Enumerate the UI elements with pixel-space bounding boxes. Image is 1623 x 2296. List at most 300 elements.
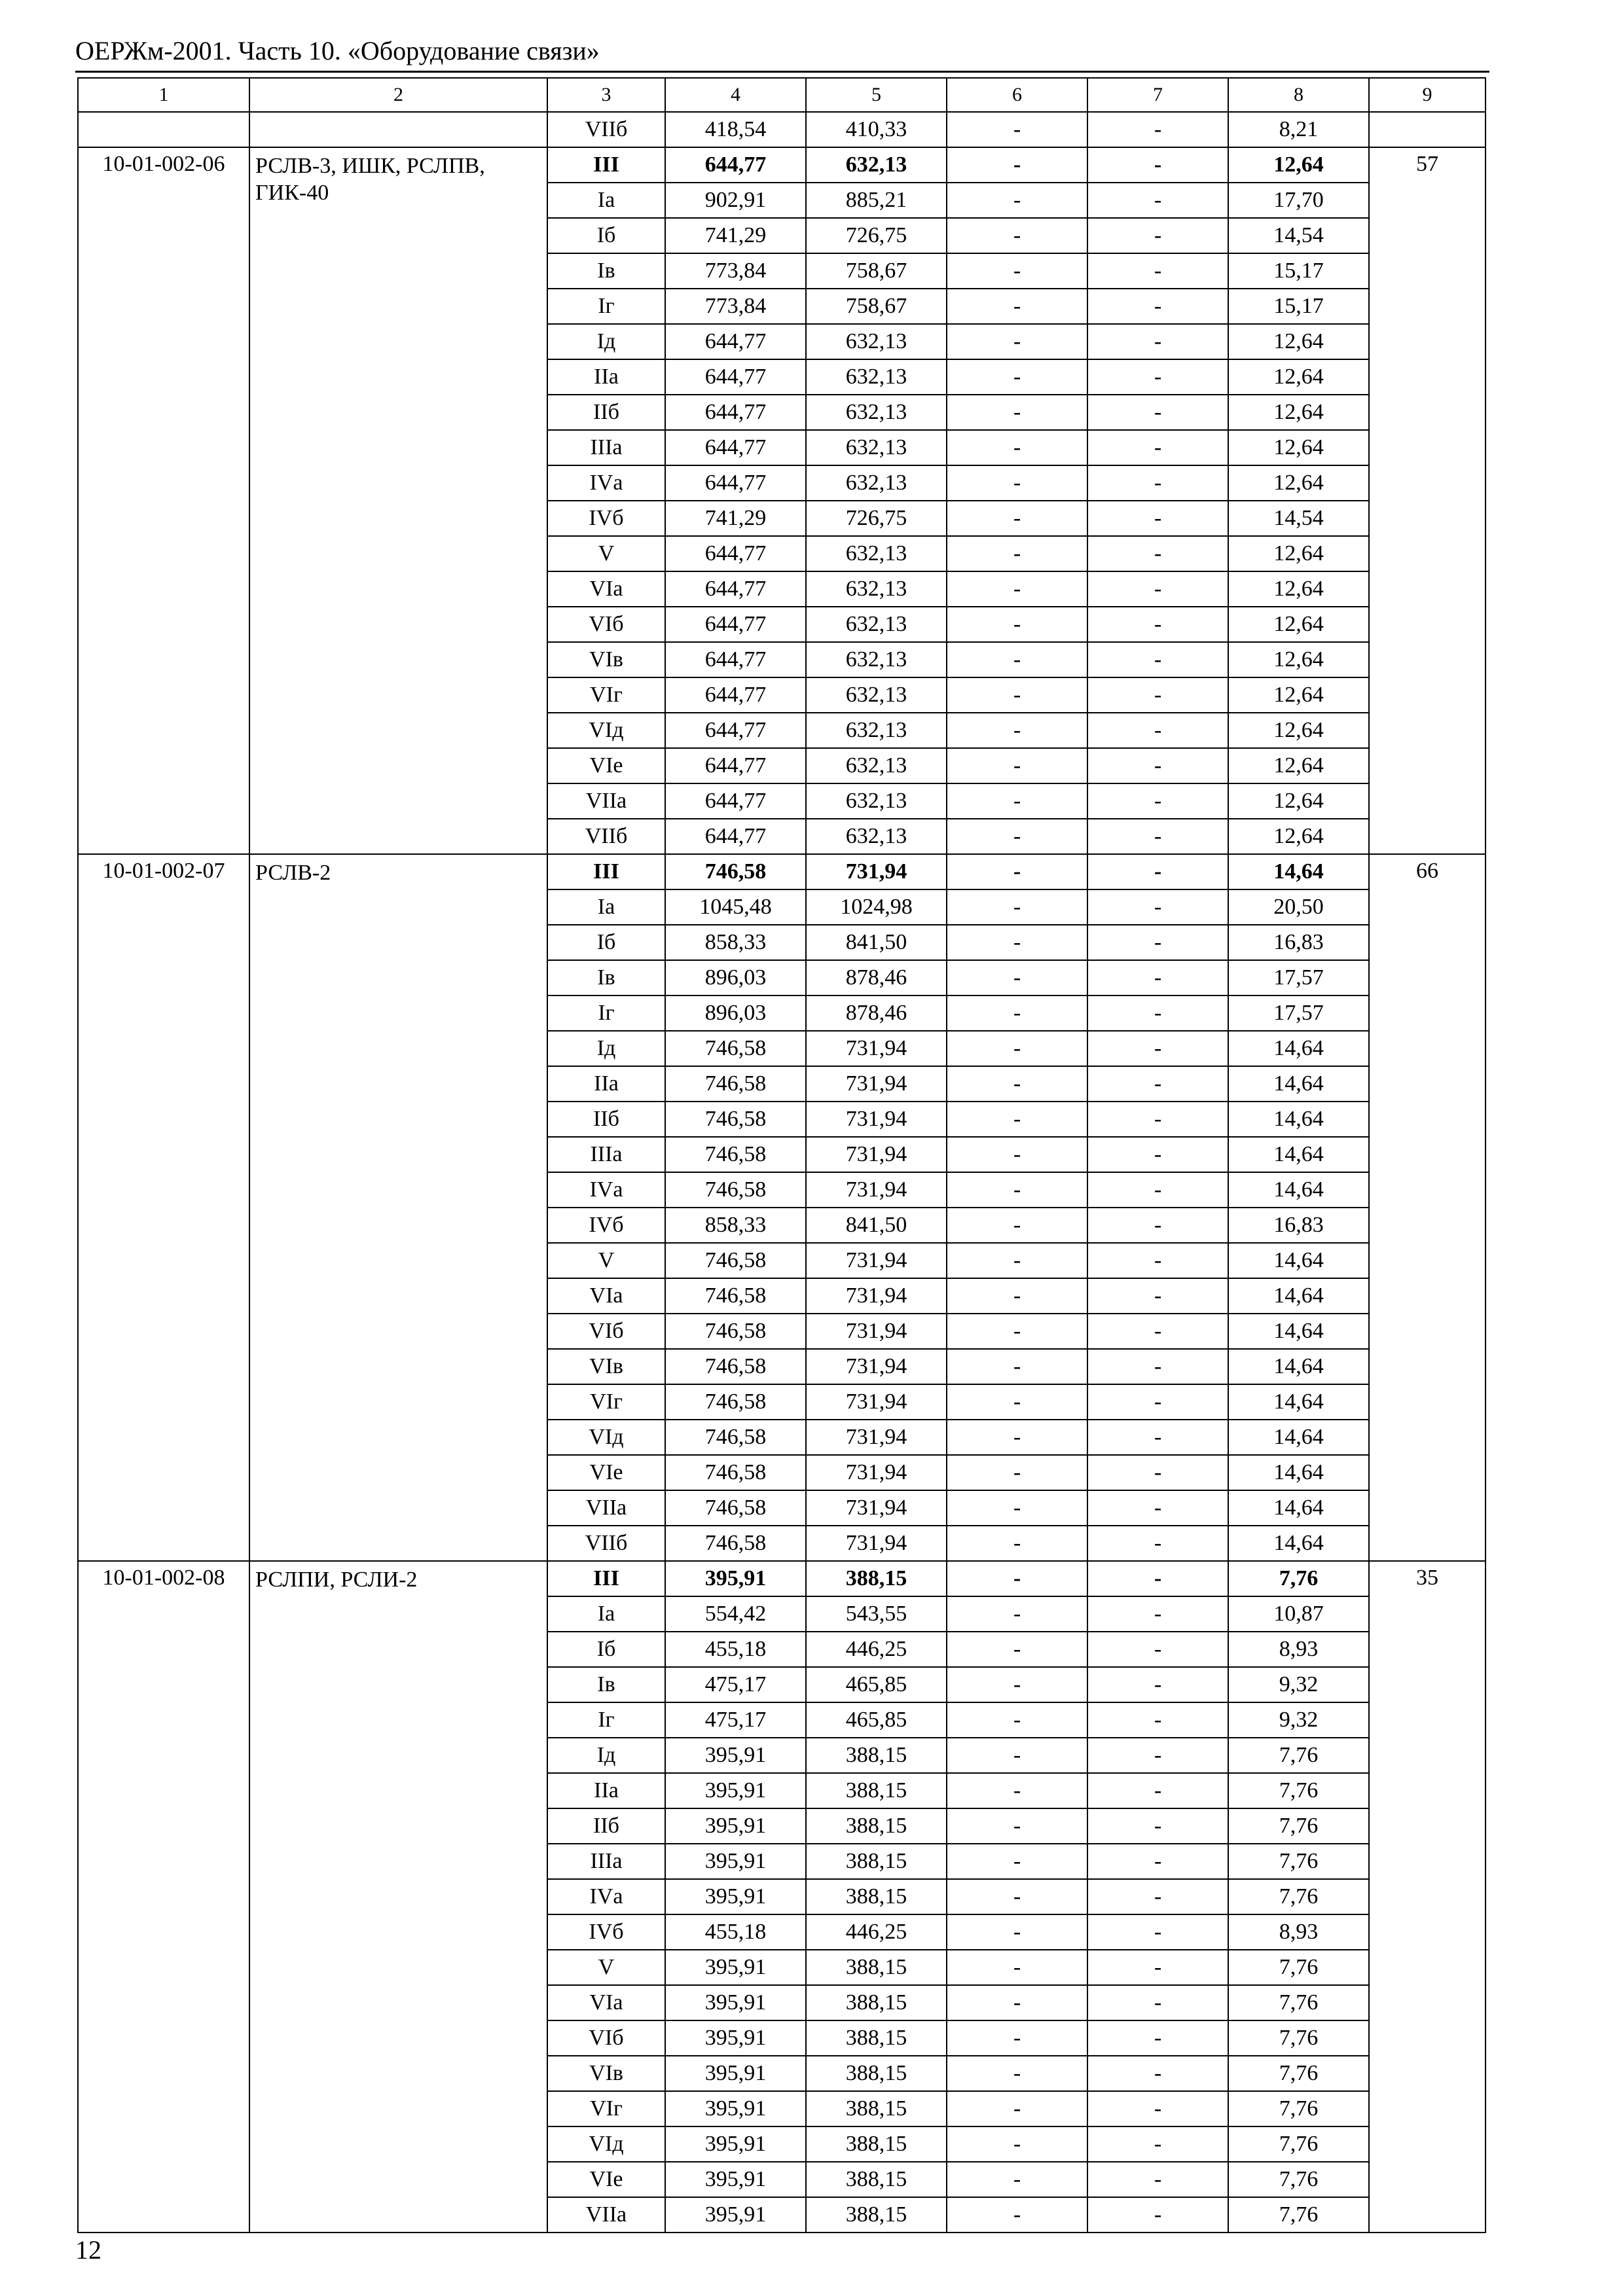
value-cell: 731,94 <box>806 1031 947 1066</box>
value-cell: - <box>1087 147 1228 183</box>
zone-cell: VIв <box>547 642 665 677</box>
value-cell: - <box>1087 1985 1228 2020</box>
value-cell: - <box>947 1773 1087 1808</box>
column-number: 7 <box>1087 78 1228 112</box>
value-cell: - <box>947 501 1087 536</box>
value-cell: 14,64 <box>1228 1490 1369 1526</box>
zone-cell: Iг <box>547 289 665 324</box>
value-cell: 395,91 <box>665 1738 806 1773</box>
value-cell: - <box>947 854 1087 889</box>
value-cell: - <box>1087 324 1228 359</box>
value-cell: 773,84 <box>665 289 806 324</box>
value-cell: 644,77 <box>665 819 806 854</box>
value-cell: 395,91 <box>665 2162 806 2197</box>
value-cell: - <box>1087 1420 1228 1455</box>
value-cell: 746,58 <box>665 1455 806 1490</box>
value-cell: 731,94 <box>806 1420 947 1455</box>
value-cell: 8,93 <box>1228 1632 1369 1667</box>
value-cell: 746,58 <box>665 1031 806 1066</box>
value-cell: 16,83 <box>1228 925 1369 960</box>
zone-cell: VIе <box>547 2162 665 2197</box>
value-cell: 14,64 <box>1228 1137 1369 1172</box>
value-cell: - <box>947 2056 1087 2091</box>
column-number: 8 <box>1228 78 1369 112</box>
value-cell: 644,77 <box>665 536 806 571</box>
value-cell: 632,13 <box>806 430 947 465</box>
value-cell: - <box>1087 289 1228 324</box>
value-cell: 632,13 <box>806 677 947 713</box>
value-cell: 12,64 <box>1228 536 1369 571</box>
value-cell: - <box>1087 465 1228 501</box>
value-cell: 14,64 <box>1228 1455 1369 1490</box>
value-cell: 7,76 <box>1228 1738 1369 1773</box>
zone-cell: Iд <box>547 1031 665 1066</box>
unit-cell <box>1369 112 1486 147</box>
name-cell: РСЛВ-2 <box>249 854 547 1561</box>
header-rule <box>75 71 1489 73</box>
value-cell: - <box>1087 1526 1228 1561</box>
value-cell: 388,15 <box>806 1879 947 1914</box>
value-cell: - <box>1087 1314 1228 1349</box>
value-cell: 395,91 <box>665 1561 806 1596</box>
zone-cell: V <box>547 1950 665 1985</box>
value-cell: - <box>1087 1596 1228 1632</box>
zone-cell: VIд <box>547 2126 665 2162</box>
value-cell: 388,15 <box>806 1844 947 1879</box>
value-cell: - <box>1087 854 1228 889</box>
value-cell: - <box>1087 571 1228 607</box>
name-cell: РСЛПИ, РСЛИ-2 <box>249 1561 547 2233</box>
value-cell: 632,13 <box>806 642 947 677</box>
value-cell: - <box>1087 1738 1228 1773</box>
value-cell: 12,64 <box>1228 677 1369 713</box>
zone-cell: VIб <box>547 607 665 642</box>
zone-cell: Iа <box>547 1596 665 1632</box>
value-cell: 12,64 <box>1228 783 1369 819</box>
page-number: 12 <box>75 2235 101 2265</box>
value-cell: 746,58 <box>665 1490 806 1526</box>
value-cell: 388,15 <box>806 2091 947 2126</box>
value-cell: - <box>947 1879 1087 1914</box>
value-cell: - <box>947 1526 1087 1561</box>
value-cell: - <box>1087 1455 1228 1490</box>
value-cell: 644,77 <box>665 783 806 819</box>
value-cell: - <box>947 1066 1087 1102</box>
zone-cell: Iб <box>547 1632 665 1667</box>
value-cell: - <box>947 2126 1087 2162</box>
value-cell: - <box>947 1738 1087 1773</box>
unit-cell: 57 <box>1369 147 1486 854</box>
zone-cell: Iб <box>547 218 665 253</box>
value-cell: 746,58 <box>665 854 806 889</box>
zone-cell: IVб <box>547 501 665 536</box>
value-cell: - <box>1087 2126 1228 2162</box>
zone-cell: VIе <box>547 748 665 783</box>
value-cell: 896,03 <box>665 996 806 1031</box>
value-cell: 395,91 <box>665 2020 806 2056</box>
value-cell: 726,75 <box>806 218 947 253</box>
zone-cell: Iв <box>547 253 665 289</box>
zone-cell: IIа <box>547 1066 665 1102</box>
zone-cell: IIа <box>547 1773 665 1808</box>
value-cell: 632,13 <box>806 395 947 430</box>
value-cell: 7,76 <box>1228 1561 1369 1596</box>
value-cell: 455,18 <box>665 1914 806 1950</box>
value-cell: - <box>947 1102 1087 1137</box>
value-cell: 858,33 <box>665 1208 806 1243</box>
value-cell: - <box>1087 1208 1228 1243</box>
value-cell: 446,25 <box>806 1632 947 1667</box>
value-cell: 12,64 <box>1228 642 1369 677</box>
value-cell: 14,64 <box>1228 1349 1369 1384</box>
zone-cell: Iв <box>547 1667 665 1702</box>
value-cell: - <box>947 2162 1087 2197</box>
zone-cell: III <box>547 1561 665 1596</box>
value-cell: - <box>1087 1102 1228 1137</box>
value-cell: - <box>1087 183 1228 218</box>
value-cell: - <box>1087 2056 1228 2091</box>
value-cell: - <box>947 713 1087 748</box>
value-cell: 15,17 <box>1228 289 1369 324</box>
value-cell: - <box>947 1349 1087 1384</box>
value-cell: 731,94 <box>806 1314 947 1349</box>
value-cell: - <box>947 1243 1087 1278</box>
value-cell: 644,77 <box>665 359 806 395</box>
value-cell: 14,54 <box>1228 501 1369 536</box>
value-cell: 746,58 <box>665 1066 806 1102</box>
value-cell: 7,76 <box>1228 1844 1369 1879</box>
value-cell: 1045,48 <box>665 889 806 925</box>
value-cell: - <box>947 465 1087 501</box>
value-cell: - <box>1087 2197 1228 2233</box>
value-cell: - <box>1087 925 1228 960</box>
zone-cell: IIIа <box>547 430 665 465</box>
zone-cell: VIIб <box>547 819 665 854</box>
value-cell: - <box>1087 430 1228 465</box>
value-cell: 395,91 <box>665 1985 806 2020</box>
value-cell: - <box>1087 1879 1228 1914</box>
value-cell: 632,13 <box>806 536 947 571</box>
zone-cell: VIIб <box>547 1526 665 1561</box>
value-cell: - <box>1087 253 1228 289</box>
value-cell: - <box>947 112 1087 147</box>
zone-cell: VIг <box>547 2091 665 2126</box>
value-cell: 7,76 <box>1228 2126 1369 2162</box>
zone-cell: VIг <box>547 1384 665 1420</box>
value-cell: 7,76 <box>1228 2162 1369 2197</box>
value-cell: - <box>1087 1137 1228 1172</box>
value-cell: 14,64 <box>1228 1420 1369 1455</box>
value-cell: - <box>947 1844 1087 1879</box>
zone-cell: Iд <box>547 324 665 359</box>
value-cell: 644,77 <box>665 571 806 607</box>
value-cell: 475,17 <box>665 1702 806 1738</box>
value-cell: - <box>1087 218 1228 253</box>
zone-cell: Iв <box>547 960 665 996</box>
column-number: 6 <box>947 78 1087 112</box>
value-cell: 885,21 <box>806 183 947 218</box>
value-cell: 746,58 <box>665 1243 806 1278</box>
value-cell: 8,93 <box>1228 1914 1369 1950</box>
zone-cell: VIIа <box>547 1490 665 1526</box>
value-cell: 9,32 <box>1228 1702 1369 1738</box>
value-cell: - <box>1087 2091 1228 2126</box>
value-cell: 388,15 <box>806 1950 947 1985</box>
value-cell: - <box>947 571 1087 607</box>
unit-cell: 35 <box>1369 1561 1486 2233</box>
value-cell: 14,54 <box>1228 218 1369 253</box>
value-cell: 731,94 <box>806 1526 947 1561</box>
value-cell: - <box>947 1702 1087 1738</box>
zone-cell: IVа <box>547 1172 665 1208</box>
value-cell: 7,76 <box>1228 2197 1369 2233</box>
zone-cell: III <box>547 147 665 183</box>
carry-over-row <box>78 112 1486 147</box>
zone-cell: IVа <box>547 465 665 501</box>
value-cell: - <box>1087 677 1228 713</box>
value-cell: 632,13 <box>806 819 947 854</box>
value-cell: 841,50 <box>806 1208 947 1243</box>
value-cell: 746,58 <box>665 1420 806 1455</box>
value-cell: - <box>947 324 1087 359</box>
value-cell: 878,46 <box>806 960 947 996</box>
value-cell: - <box>947 2020 1087 2056</box>
value-cell: 746,58 <box>665 1314 806 1349</box>
value-cell: - <box>1087 1031 1228 1066</box>
value-cell: 731,94 <box>806 1455 947 1490</box>
value-cell: - <box>947 1596 1087 1632</box>
value-cell: - <box>947 1208 1087 1243</box>
zone-cell: IIб <box>547 1102 665 1137</box>
value-cell: - <box>1087 1066 1228 1102</box>
value-cell: 14,64 <box>1228 1031 1369 1066</box>
value-cell: 395,91 <box>665 2056 806 2091</box>
value-cell: 17,57 <box>1228 960 1369 996</box>
value-cell: - <box>947 289 1087 324</box>
value-cell: 9,32 <box>1228 1667 1369 1702</box>
value-cell: 17,70 <box>1228 183 1369 218</box>
value-cell: 731,94 <box>806 1349 947 1384</box>
value-cell: - <box>1087 395 1228 430</box>
value-cell: - <box>947 359 1087 395</box>
value-cell: 773,84 <box>665 253 806 289</box>
value-cell: 418,54 <box>665 112 806 147</box>
value-cell: - <box>947 819 1087 854</box>
zone-cell: IIIа <box>547 1844 665 1879</box>
value-cell: 14,64 <box>1228 1066 1369 1102</box>
value-cell: - <box>947 607 1087 642</box>
value-cell: 465,85 <box>806 1667 947 1702</box>
value-cell: 12,64 <box>1228 607 1369 642</box>
value-cell: - <box>947 1808 1087 1844</box>
value-cell: - <box>1087 1950 1228 1985</box>
zone-cell: Iб <box>547 925 665 960</box>
value-cell: - <box>1087 1632 1228 1667</box>
value-cell: 644,77 <box>665 713 806 748</box>
value-cell: - <box>947 1914 1087 1950</box>
value-cell: 388,15 <box>806 1738 947 1773</box>
value-cell: - <box>1087 1172 1228 1208</box>
zone-cell: Iг <box>547 996 665 1031</box>
value-cell: 395,91 <box>665 2126 806 2162</box>
value-cell: 395,91 <box>665 1950 806 1985</box>
value-cell: - <box>1087 1808 1228 1844</box>
value-cell: 395,91 <box>665 2091 806 2126</box>
value-cell: - <box>947 2091 1087 2126</box>
value-cell: 731,94 <box>806 1278 947 1314</box>
value-cell: 388,15 <box>806 2020 947 2056</box>
value-cell: - <box>947 1420 1087 1455</box>
value-cell: 7,76 <box>1228 1950 1369 1985</box>
value-cell: 395,91 <box>665 1844 806 1879</box>
value-cell: 388,15 <box>806 2162 947 2197</box>
value-cell: 731,94 <box>806 1102 947 1137</box>
value-cell: - <box>1087 996 1228 1031</box>
value-cell: 731,94 <box>806 854 947 889</box>
value-cell: 644,77 <box>665 607 806 642</box>
value-cell: 644,77 <box>665 677 806 713</box>
value-cell: 632,13 <box>806 607 947 642</box>
value-cell: - <box>1087 1243 1228 1278</box>
value-cell: 644,77 <box>665 642 806 677</box>
value-cell: 395,91 <box>665 1879 806 1914</box>
value-cell: - <box>1087 819 1228 854</box>
value-cell: 7,76 <box>1228 1985 1369 2020</box>
value-cell: 746,58 <box>665 1526 806 1561</box>
table-row <box>78 1561 1486 1596</box>
value-cell: 543,55 <box>806 1596 947 1632</box>
value-cell: 410,33 <box>806 112 947 147</box>
code-cell: 10-01-002-07 <box>78 854 249 1561</box>
value-cell: - <box>1087 2162 1228 2197</box>
value-cell: - <box>1087 1702 1228 1738</box>
value-cell: 1024,98 <box>806 889 947 925</box>
value-cell: - <box>947 1985 1087 2020</box>
code-cell: 10-01-002-08 <box>78 1561 249 2233</box>
value-cell: 10,87 <box>1228 1596 1369 1632</box>
value-cell: 14,64 <box>1228 1526 1369 1561</box>
value-cell: 14,64 <box>1228 854 1369 889</box>
value-cell: - <box>1087 536 1228 571</box>
value-cell: 395,91 <box>665 1773 806 1808</box>
value-cell: - <box>1087 889 1228 925</box>
value-cell: 741,29 <box>665 501 806 536</box>
value-cell: 7,76 <box>1228 1808 1369 1844</box>
value-cell: 14,64 <box>1228 1243 1369 1278</box>
value-cell: 12,64 <box>1228 395 1369 430</box>
value-cell: 741,29 <box>665 218 806 253</box>
value-cell: 465,85 <box>806 1702 947 1738</box>
value-cell: 388,15 <box>806 2197 947 2233</box>
value-cell: - <box>1087 1490 1228 1526</box>
value-cell: - <box>947 218 1087 253</box>
zone-cell: VIIа <box>547 2197 665 2233</box>
value-cell: 746,58 <box>665 1102 806 1137</box>
value-cell: 14,64 <box>1228 1314 1369 1349</box>
zone-cell: VIб <box>547 2020 665 2056</box>
zone-cell: IIа <box>547 359 665 395</box>
name-cell <box>249 112 547 147</box>
zone-cell: V <box>547 1243 665 1278</box>
page-title: ОЕРЖм-2001. Часть 10. «Оборудование связи» <box>75 36 600 65</box>
value-cell: 12,64 <box>1228 147 1369 183</box>
value-cell: 388,15 <box>806 2126 947 2162</box>
zone-cell: VIг <box>547 677 665 713</box>
value-cell: 14,64 <box>1228 1278 1369 1314</box>
value-cell: - <box>947 1384 1087 1420</box>
value-cell: - <box>947 642 1087 677</box>
value-cell: 632,13 <box>806 359 947 395</box>
value-cell: - <box>1087 1773 1228 1808</box>
table-row <box>78 854 1486 889</box>
value-cell: - <box>1087 748 1228 783</box>
table-row <box>78 147 1486 183</box>
value-cell: 632,13 <box>806 324 947 359</box>
value-cell: 644,77 <box>665 748 806 783</box>
value-cell: - <box>1087 783 1228 819</box>
value-cell: - <box>1087 1667 1228 1702</box>
value-cell: 7,76 <box>1228 1879 1369 1914</box>
value-cell: - <box>947 1561 1087 1596</box>
unit-cell: 66 <box>1369 854 1486 1561</box>
value-cell: 12,64 <box>1228 571 1369 607</box>
value-cell: - <box>947 783 1087 819</box>
value-cell: 632,13 <box>806 783 947 819</box>
value-cell: 14,64 <box>1228 1102 1369 1137</box>
value-cell: 7,76 <box>1228 2056 1369 2091</box>
zone-cell: VIIа <box>547 783 665 819</box>
value-cell: - <box>1087 112 1228 147</box>
zone-cell: Iа <box>547 889 665 925</box>
zone-cell: Iд <box>547 1738 665 1773</box>
column-number: 2 <box>249 78 547 112</box>
value-cell: 15,17 <box>1228 253 1369 289</box>
value-cell: - <box>1087 2020 1228 2056</box>
zone-cell: VIв <box>547 1349 665 1384</box>
value-cell: - <box>947 960 1087 996</box>
zone-cell: VIд <box>547 1420 665 1455</box>
value-cell: 12,64 <box>1228 324 1369 359</box>
value-cell: 20,50 <box>1228 889 1369 925</box>
zone-cell: VIа <box>547 1278 665 1314</box>
value-cell: 7,76 <box>1228 2020 1369 2056</box>
value-cell: 878,46 <box>806 996 947 1031</box>
code-cell <box>78 112 249 147</box>
zone-cell: Iг <box>547 1702 665 1738</box>
value-cell: 388,15 <box>806 2056 947 2091</box>
value-cell: - <box>1087 960 1228 996</box>
zone-cell: VIа <box>547 1985 665 2020</box>
value-cell: 746,58 <box>665 1278 806 1314</box>
value-cell: 746,58 <box>665 1172 806 1208</box>
value-cell: - <box>1087 713 1228 748</box>
value-cell: 858,33 <box>665 925 806 960</box>
value-cell: 632,13 <box>806 748 947 783</box>
zone-cell: Iа <box>547 183 665 218</box>
zone-cell: VIе <box>547 1455 665 1490</box>
column-number: 4 <box>665 78 806 112</box>
zone-cell: VIб <box>547 1314 665 1349</box>
value-cell: 644,77 <box>665 430 806 465</box>
value-cell: - <box>947 395 1087 430</box>
zone-cell: VIв <box>547 2056 665 2091</box>
value-cell: - <box>947 147 1087 183</box>
zone-cell: IIб <box>547 1808 665 1844</box>
value-cell: 726,75 <box>806 501 947 536</box>
value-cell: 17,57 <box>1228 996 1369 1031</box>
value-cell: - <box>947 253 1087 289</box>
zone-cell: VIIб <box>547 112 665 147</box>
